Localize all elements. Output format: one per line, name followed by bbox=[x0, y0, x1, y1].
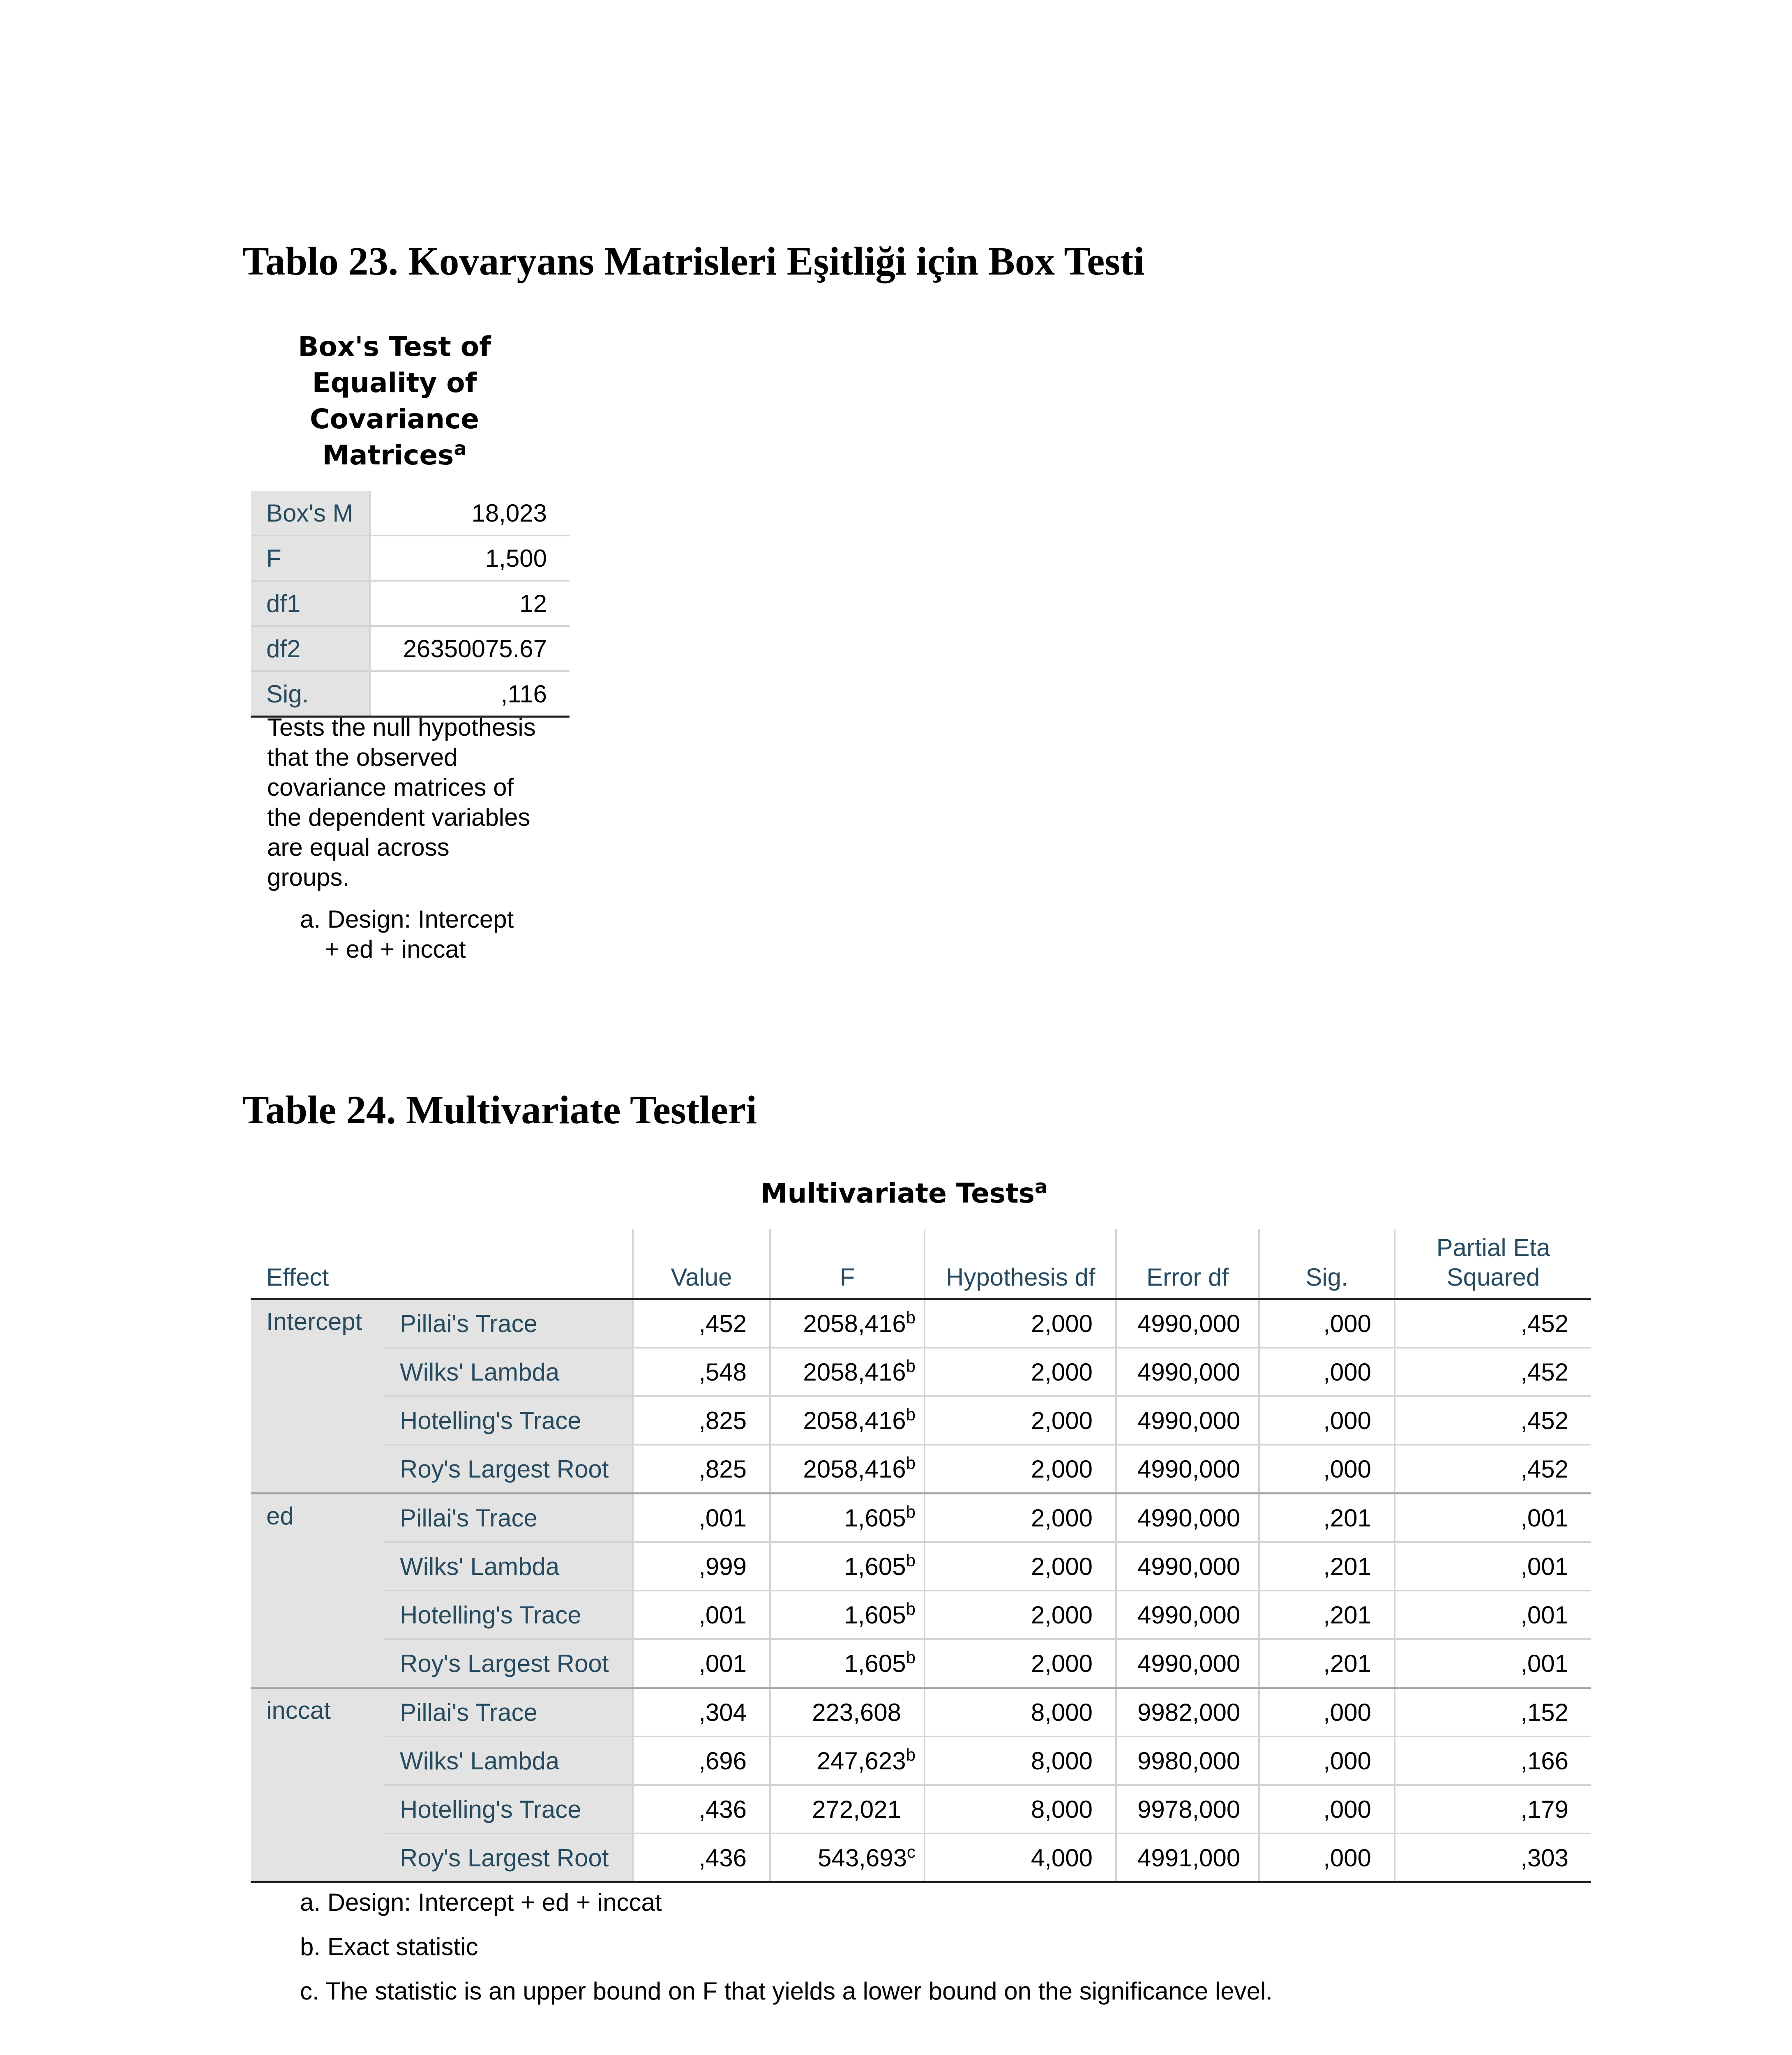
error-df-cell: 4990,000 bbox=[1116, 1591, 1259, 1639]
f-value: 2058,416 bbox=[803, 1406, 906, 1434]
table-row bbox=[251, 1494, 1591, 1542]
table-row bbox=[251, 1445, 1591, 1494]
table-row bbox=[251, 1688, 1591, 1737]
hypothesis-df-cell: 2,000 bbox=[925, 1445, 1116, 1494]
box-row-value: 1,500 bbox=[370, 536, 570, 581]
table-row bbox=[251, 1396, 1591, 1445]
hypothesis-df-cell: 8,000 bbox=[925, 1785, 1116, 1833]
partial-eta-cell: ,001 bbox=[1395, 1591, 1591, 1639]
sig-cell: ,000 bbox=[1259, 1348, 1395, 1396]
footnote-line: c. The statistic is an upper bound on F that yields a lower bound on the significance level. bbox=[300, 1977, 1273, 2005]
box-test-row bbox=[251, 581, 570, 626]
hypothesis-df-cell: 2,000 bbox=[925, 1494, 1116, 1542]
value-cell: ,696 bbox=[633, 1736, 770, 1785]
f-value: 223,608 bbox=[812, 1698, 902, 1726]
box-title-line: Covariance bbox=[310, 403, 479, 435]
note-line: are equal across bbox=[267, 834, 450, 861]
f-cell bbox=[770, 1542, 925, 1591]
sig-cell: ,201 bbox=[1259, 1494, 1395, 1542]
table-row bbox=[251, 1348, 1591, 1396]
footnote-line: b. Exact statistic bbox=[300, 1933, 478, 1960]
box-row-label: Sig. bbox=[251, 671, 370, 717]
footnote-line: a. Design: Intercept bbox=[300, 905, 514, 933]
partial-eta-cell: ,452 bbox=[1395, 1396, 1591, 1445]
table-24-heading: Table 24. Multivariate Testleri bbox=[242, 1088, 757, 1132]
error-df-cell: 4990,000 bbox=[1116, 1348, 1259, 1396]
value-cell: ,999 bbox=[633, 1542, 770, 1591]
test-name-cell: Hotelling's Trace bbox=[384, 1785, 633, 1833]
test-name-cell: Pillai's Trace bbox=[384, 1494, 633, 1542]
partial-eta-cell: ,179 bbox=[1395, 1785, 1591, 1833]
box-row-label: F bbox=[251, 536, 370, 581]
error-df-cell: 4990,000 bbox=[1116, 1299, 1259, 1348]
partial-eta-squared-header: Partial Eta Squared bbox=[1395, 1229, 1591, 1299]
table-row bbox=[251, 1639, 1591, 1688]
f-value: 1,605 bbox=[844, 1601, 906, 1629]
box-title-line: Box's Test of bbox=[298, 331, 491, 363]
error-df-cell: 4990,000 bbox=[1116, 1639, 1259, 1688]
sig-cell: ,201 bbox=[1259, 1639, 1395, 1688]
footnote-marker: b bbox=[906, 1307, 916, 1327]
footnote-marker: b bbox=[906, 1356, 916, 1376]
f-cell bbox=[770, 1396, 925, 1445]
box-test-row bbox=[251, 626, 570, 671]
table-row bbox=[251, 1833, 1591, 1882]
error-df-header: Error df bbox=[1116, 1229, 1259, 1299]
footnote-marker: b bbox=[906, 1502, 916, 1522]
test-name-cell: Hotelling's Trace bbox=[384, 1396, 633, 1445]
f-value: 272,021 bbox=[812, 1795, 902, 1823]
sig-cell: ,201 bbox=[1259, 1591, 1395, 1639]
footnote-line: a. Design: Intercept + ed + inccat bbox=[300, 1889, 662, 1916]
error-df-cell: 4991,000 bbox=[1116, 1833, 1259, 1882]
hypothesis-df-cell: 2,000 bbox=[925, 1591, 1116, 1639]
f-cell bbox=[770, 1494, 925, 1542]
f-cell bbox=[770, 1736, 925, 1785]
value-cell: ,452 bbox=[633, 1299, 770, 1348]
title-footnote-marker: a bbox=[454, 437, 467, 459]
box-test-table bbox=[251, 491, 570, 718]
value-cell: ,001 bbox=[633, 1494, 770, 1542]
note-line: Tests the null hypothesis bbox=[267, 713, 536, 741]
f-value: 1,605 bbox=[844, 1552, 906, 1580]
sig-cell: ,201 bbox=[1259, 1542, 1395, 1591]
value-cell: ,825 bbox=[633, 1445, 770, 1494]
table-row bbox=[251, 1299, 1591, 1348]
test-name-cell: Pillai's Trace bbox=[384, 1688, 633, 1737]
footnote-marker: b bbox=[906, 1404, 916, 1424]
error-df-cell: 4990,000 bbox=[1116, 1445, 1259, 1494]
partial-eta-cell: ,001 bbox=[1395, 1542, 1591, 1591]
box-row-label: df2 bbox=[251, 626, 370, 671]
multivariate-tests-table bbox=[251, 1229, 1591, 1883]
sig-cell: ,000 bbox=[1259, 1833, 1395, 1882]
multivariate-tests-title: Multivariate Tests$^a$ bbox=[760, 1175, 1048, 1209]
f-header: F bbox=[770, 1229, 925, 1299]
value-cell: ,304 bbox=[633, 1688, 770, 1737]
f-value: 2058,416 bbox=[803, 1309, 906, 1337]
f-value: 2058,416 bbox=[803, 1455, 906, 1483]
test-name-cell: Pillai's Trace bbox=[384, 1299, 633, 1348]
note-line: groups. bbox=[267, 864, 350, 891]
multivariate-footnotes bbox=[300, 1880, 1273, 2013]
box-test-row bbox=[251, 491, 570, 536]
hypothesis-df-cell: 2,000 bbox=[925, 1348, 1116, 1396]
table-row bbox=[251, 1591, 1591, 1639]
value-cell: ,436 bbox=[633, 1833, 770, 1882]
value-header: Value bbox=[633, 1229, 770, 1299]
hypothesis-df-cell: 2,000 bbox=[925, 1542, 1116, 1591]
error-df-cell: 9982,000 bbox=[1116, 1688, 1259, 1737]
sig-cell: ,000 bbox=[1259, 1445, 1395, 1494]
table-row bbox=[251, 1785, 1591, 1833]
error-df-cell: 4990,000 bbox=[1116, 1494, 1259, 1542]
header-row bbox=[251, 1229, 1591, 1299]
f-value: 247,623 bbox=[816, 1747, 906, 1775]
sig-cell: ,000 bbox=[1259, 1785, 1395, 1833]
effect-header: Effect bbox=[251, 1229, 633, 1299]
sig-header: Sig. bbox=[1259, 1229, 1395, 1299]
error-df-cell: 9978,000 bbox=[1116, 1785, 1259, 1833]
footnote-marker: b bbox=[906, 1453, 916, 1473]
box-row-label: Box's M bbox=[251, 491, 370, 536]
partial-eta-cell: ,303 bbox=[1395, 1833, 1591, 1882]
partial-eta-cell: ,152 bbox=[1395, 1688, 1591, 1737]
error-df-cell: 4990,000 bbox=[1116, 1396, 1259, 1445]
hypothesis-df-cell: 8,000 bbox=[925, 1688, 1116, 1737]
note-line: the dependent variables bbox=[267, 804, 530, 831]
test-name-cell: Wilks' Lambda bbox=[384, 1736, 633, 1785]
value-cell: ,548 bbox=[633, 1348, 770, 1396]
sig-cell: ,000 bbox=[1259, 1736, 1395, 1785]
partial-eta-cell: ,452 bbox=[1395, 1445, 1591, 1494]
box-row-value: 26350075.67 bbox=[370, 626, 570, 671]
value-cell: ,825 bbox=[633, 1396, 770, 1445]
effect-cell: ed bbox=[251, 1494, 384, 1688]
f-cell bbox=[770, 1348, 925, 1396]
hypothesis-df-header: Hypothesis df bbox=[925, 1229, 1116, 1299]
box-row-label: df1 bbox=[251, 581, 370, 626]
hypothesis-df-cell: 2,000 bbox=[925, 1299, 1116, 1348]
test-name-cell: Roy's Largest Root bbox=[384, 1833, 633, 1882]
box-title-line: Equality of bbox=[312, 367, 477, 399]
hypothesis-df-cell: 2,000 bbox=[925, 1396, 1116, 1445]
f-cell bbox=[770, 1591, 925, 1639]
footnote-marker: b bbox=[906, 1647, 916, 1667]
error-df-cell: 4990,000 bbox=[1116, 1542, 1259, 1591]
sig-cell: ,000 bbox=[1259, 1688, 1395, 1737]
footnote-marker: b bbox=[906, 1745, 916, 1764]
value-cell: ,001 bbox=[633, 1591, 770, 1639]
effect-cell: Intercept bbox=[251, 1299, 384, 1494]
title-footnote-marker: a bbox=[1034, 1175, 1048, 1198]
f-cell bbox=[770, 1785, 925, 1833]
f-value: 543,693 bbox=[818, 1844, 907, 1872]
f-value: 1,605 bbox=[844, 1649, 906, 1677]
f-cell bbox=[770, 1688, 925, 1737]
effect-cell: inccat bbox=[251, 1688, 384, 1882]
partial-eta-cell: ,166 bbox=[1395, 1736, 1591, 1785]
note-line: that the observed bbox=[267, 743, 458, 771]
test-name-cell: Roy's Largest Root bbox=[384, 1639, 633, 1688]
box-row-value: 18,023 bbox=[370, 491, 570, 536]
box-test-title bbox=[251, 329, 538, 473]
f-value: 2058,416 bbox=[803, 1358, 906, 1386]
box-test-row bbox=[251, 536, 570, 581]
box-row-value: 12 bbox=[370, 581, 570, 626]
box-test-row bbox=[251, 671, 570, 717]
footnote-line: + ed + inccat bbox=[325, 935, 466, 963]
test-name-cell: Roy's Largest Root bbox=[384, 1445, 633, 1494]
test-name-cell: Wilks' Lambda bbox=[384, 1542, 633, 1591]
value-cell: ,436 bbox=[633, 1785, 770, 1833]
hypothesis-df-cell: 4,000 bbox=[925, 1833, 1116, 1882]
partial-eta-cell: ,001 bbox=[1395, 1639, 1591, 1688]
box-row-value: ,116 bbox=[370, 671, 570, 717]
table-row bbox=[251, 1736, 1591, 1785]
f-value: 1,605 bbox=[844, 1504, 906, 1532]
footnote-marker: b bbox=[906, 1550, 916, 1570]
hypothesis-df-cell: 2,000 bbox=[925, 1639, 1116, 1688]
footnote-marker: b bbox=[906, 1599, 916, 1619]
box-test-footnote bbox=[300, 904, 514, 964]
f-cell bbox=[770, 1639, 925, 1688]
sig-cell: ,000 bbox=[1259, 1299, 1395, 1348]
footnote-marker: c bbox=[907, 1842, 916, 1861]
test-name-cell: Hotelling's Trace bbox=[384, 1591, 633, 1639]
f-cell bbox=[770, 1833, 925, 1882]
table-23-heading: Tablo 23. Kovaryans Matrisleri Eşitliği için Box Testi bbox=[242, 239, 1145, 283]
partial-eta-cell: ,452 bbox=[1395, 1348, 1591, 1396]
value-cell: ,001 bbox=[633, 1639, 770, 1688]
hypothesis-df-cell: 8,000 bbox=[925, 1736, 1116, 1785]
test-name-cell: Wilks' Lambda bbox=[384, 1348, 633, 1396]
error-df-cell: 9980,000 bbox=[1116, 1736, 1259, 1785]
f-cell bbox=[770, 1299, 925, 1348]
box-test-note bbox=[267, 712, 536, 892]
f-cell bbox=[770, 1445, 925, 1494]
partial-eta-cell: ,001 bbox=[1395, 1494, 1591, 1542]
box-title-line: Matrices$^a$ bbox=[322, 437, 467, 471]
table-row bbox=[251, 1542, 1591, 1591]
note-line: covariance matrices of bbox=[267, 774, 514, 801]
sig-cell: ,000 bbox=[1259, 1396, 1395, 1445]
partial-eta-cell: ,452 bbox=[1395, 1299, 1591, 1348]
